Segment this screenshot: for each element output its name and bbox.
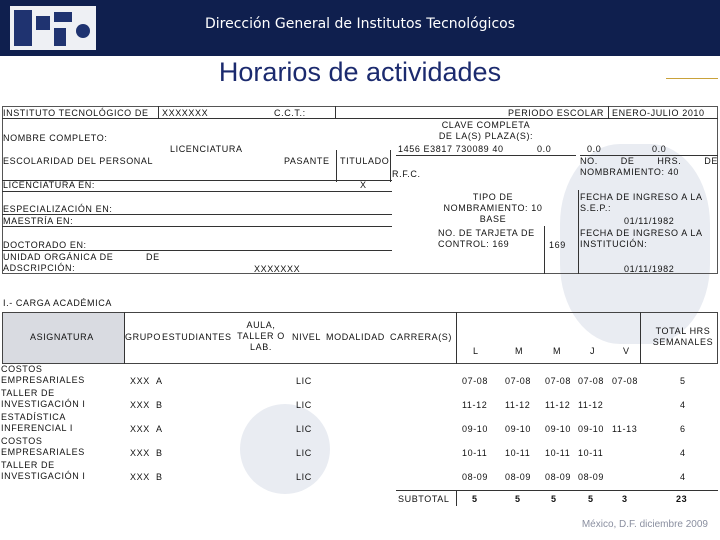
table-row-total: 5 — [680, 376, 686, 386]
tarjeta-value: 169 — [549, 240, 566, 250]
table-row-total: 4 — [680, 472, 686, 482]
fecha-sep-value: 01/11/1982 — [624, 216, 675, 226]
escolaridad-label: ESCOLARIDAD DEL PERSONAL — [3, 156, 154, 166]
table-row-asignatura: ESTADÍSTICA INFERENCIAL I — [1, 412, 73, 433]
table-row-day: 11-12 — [545, 400, 571, 410]
table-row-grupo: XXX — [130, 472, 150, 482]
rfc-label: R.F.C. — [392, 169, 421, 179]
nombre-label: NOMBRE COMPLETO: — [3, 133, 108, 143]
ct-label: C.C.T.: — [274, 108, 306, 118]
col-modalidad: MODALIDAD — [326, 332, 385, 342]
subtotal-day: 3 — [622, 494, 628, 504]
tarjeta-label: NO. DE TARJETA DE CONTROL: 169 — [438, 228, 535, 249]
subtotal-total: 23 — [676, 494, 688, 504]
titulado-label: TITULADO — [340, 156, 390, 166]
table-row-grupo: XXX — [130, 424, 150, 434]
table-row-nivel: LIC — [296, 400, 312, 410]
unidad-de: DE — [146, 252, 160, 262]
table-row-day: 10-11 — [578, 448, 604, 458]
clave-value: 1456 E3817 730089 40 — [398, 144, 504, 154]
table-row-nivel: LIC — [296, 424, 312, 434]
table-row-asignatura: COSTOS EMPRESARIALES — [1, 364, 85, 385]
fecha-inst-value: 01/11/1982 — [624, 264, 675, 274]
tipo-label: TIPO DE NOMBRAMIENTO: 10 BASE — [443, 192, 543, 224]
table-row-day: 08-09 — [462, 472, 489, 482]
unidad-value: XXXXXXX — [254, 264, 301, 274]
no-hrs-label: NO. DE HRS. DE NOMBRAMIENTO: 40 — [580, 156, 718, 177]
clave-value-00: 0.0 — [537, 144, 552, 154]
table-row-day: 09-10 — [545, 424, 572, 434]
table-row-nivel: LIC — [296, 376, 312, 386]
table-row-total: 4 — [680, 448, 686, 458]
instituto-label: INSTITUTO TECNOLÓGICO DE — [3, 108, 149, 118]
table-row-grupo: XXX — [130, 448, 150, 458]
especializacion-label: ESPECIALIZACIÓN EN: — [3, 204, 113, 214]
table-row-day: 11-13 — [612, 424, 638, 434]
doctorado-label: DOCTORADO EN: — [3, 240, 87, 250]
col-carrera: CARRERA(S) — [390, 332, 453, 342]
subtotal-day: 5 — [551, 494, 557, 504]
col-day-j: J — [590, 346, 596, 356]
table-row-day: 08-09 — [578, 472, 605, 482]
subtotal-label: SUBTOTAL — [398, 494, 450, 504]
table-row-grupo: XXX — [130, 376, 150, 386]
table-row-estudiantes: B — [156, 448, 163, 458]
col-day-m: M — [515, 346, 524, 356]
licenciatura-en-label: LICENCIATURA EN: — [3, 180, 95, 190]
table-row-day: 10-11 — [545, 448, 571, 458]
table-row-estudiantes: B — [156, 400, 163, 410]
clave-value-00: 0.0 — [587, 144, 602, 154]
page-title: Horarios de actividades — [218, 57, 502, 87]
table-row-day: 07-08 — [462, 376, 489, 386]
table-row-grupo: XXX — [130, 400, 150, 410]
table-row-asignatura: TALLER DE INVESTIGACIÓN I — [1, 388, 86, 409]
col-day-l: L — [473, 346, 479, 356]
clave-value-00: 0.0 — [652, 144, 667, 154]
subtotal-day: 5 — [588, 494, 594, 504]
table-row-total: 4 — [680, 400, 686, 410]
table-row-nivel: LIC — [296, 448, 312, 458]
table-row-day: 09-10 — [578, 424, 605, 434]
col-estudiantes: ESTUDIANTES — [162, 332, 232, 342]
maestria-label: MAESTRÍA EN: — [3, 216, 74, 226]
header-bar — [0, 0, 720, 56]
table-row-day: 11-12 — [462, 400, 488, 410]
table-row-estudiantes: A — [156, 376, 163, 386]
col-grupo: GRUPO — [125, 332, 162, 342]
table-row-day: 07-08 — [578, 376, 605, 386]
instituto-value: XXXXXXX — [162, 108, 209, 118]
section-label: I.- CARGA ACADÉMICA — [3, 298, 112, 308]
table-row-day: 08-09 — [505, 472, 532, 482]
periodo-value: ENERO-JULIO 2010 — [612, 108, 705, 118]
table-row-day: 11-12 — [578, 400, 604, 410]
decorative-line — [666, 78, 718, 79]
pasante-label: PASANTE — [284, 156, 330, 166]
table-row-asignatura: TALLER DE INVESTIGACIÓN I — [1, 460, 86, 481]
clave-label: CLAVE COMPLETA DE LA(S) PLAZA(S): — [438, 120, 534, 141]
col-day-m2: M — [553, 346, 562, 356]
table-row-day: 10-11 — [462, 448, 488, 458]
licenciatura-top: LICENCIATURA — [170, 144, 243, 154]
fecha-sep-label: FECHA DE INGRESO A LA S.E.P.: — [580, 192, 703, 213]
subtotal-day: 5 — [472, 494, 478, 504]
col-aula: AULA, TALLER O LAB. — [237, 320, 285, 352]
table-row-day: 11-12 — [505, 400, 531, 410]
col-asignatura: ASIGNATURA — [30, 332, 94, 342]
table-row-nivel: LIC — [296, 472, 312, 482]
unidad-label: UNIDAD ORGÁNICA DE ADSCRIPCIÓN: — [3, 252, 114, 273]
table-row-total: 6 — [680, 424, 686, 434]
licenciatura-x: X — [360, 180, 367, 190]
table-row-day: 09-10 — [462, 424, 489, 434]
table-row-day: 07-08 — [505, 376, 532, 386]
col-day-v: V — [623, 346, 630, 356]
table-row-day: 10-11 — [505, 448, 531, 458]
table-row-day: 07-08 — [545, 376, 572, 386]
form-sheet — [0, 104, 720, 540]
table-row-asignatura: COSTOS EMPRESARIALES — [1, 436, 85, 457]
subtotal-day: 5 — [515, 494, 521, 504]
periodo-label: PERIODO ESCOLAR — [508, 108, 605, 118]
table-row-day: 07-08 — [612, 376, 639, 386]
col-total: TOTAL HRS SEMANALES — [652, 326, 714, 347]
table-row-day: 08-09 — [545, 472, 572, 482]
table-row-estudiantes: B — [156, 472, 163, 482]
table-row-estudiantes: A — [156, 424, 163, 434]
watermark-shape — [240, 404, 330, 494]
col-nivel: NIVEL — [292, 332, 322, 342]
footer-date: México, D.F. diciembre 2009 — [581, 519, 708, 530]
header-title: Dirección General de Institutos Tecnológicos — [204, 16, 516, 32]
fecha-inst-label: FECHA DE INGRESO A LA INSTITUCIÓN: — [580, 228, 703, 249]
table-row-day: 09-10 — [505, 424, 532, 434]
